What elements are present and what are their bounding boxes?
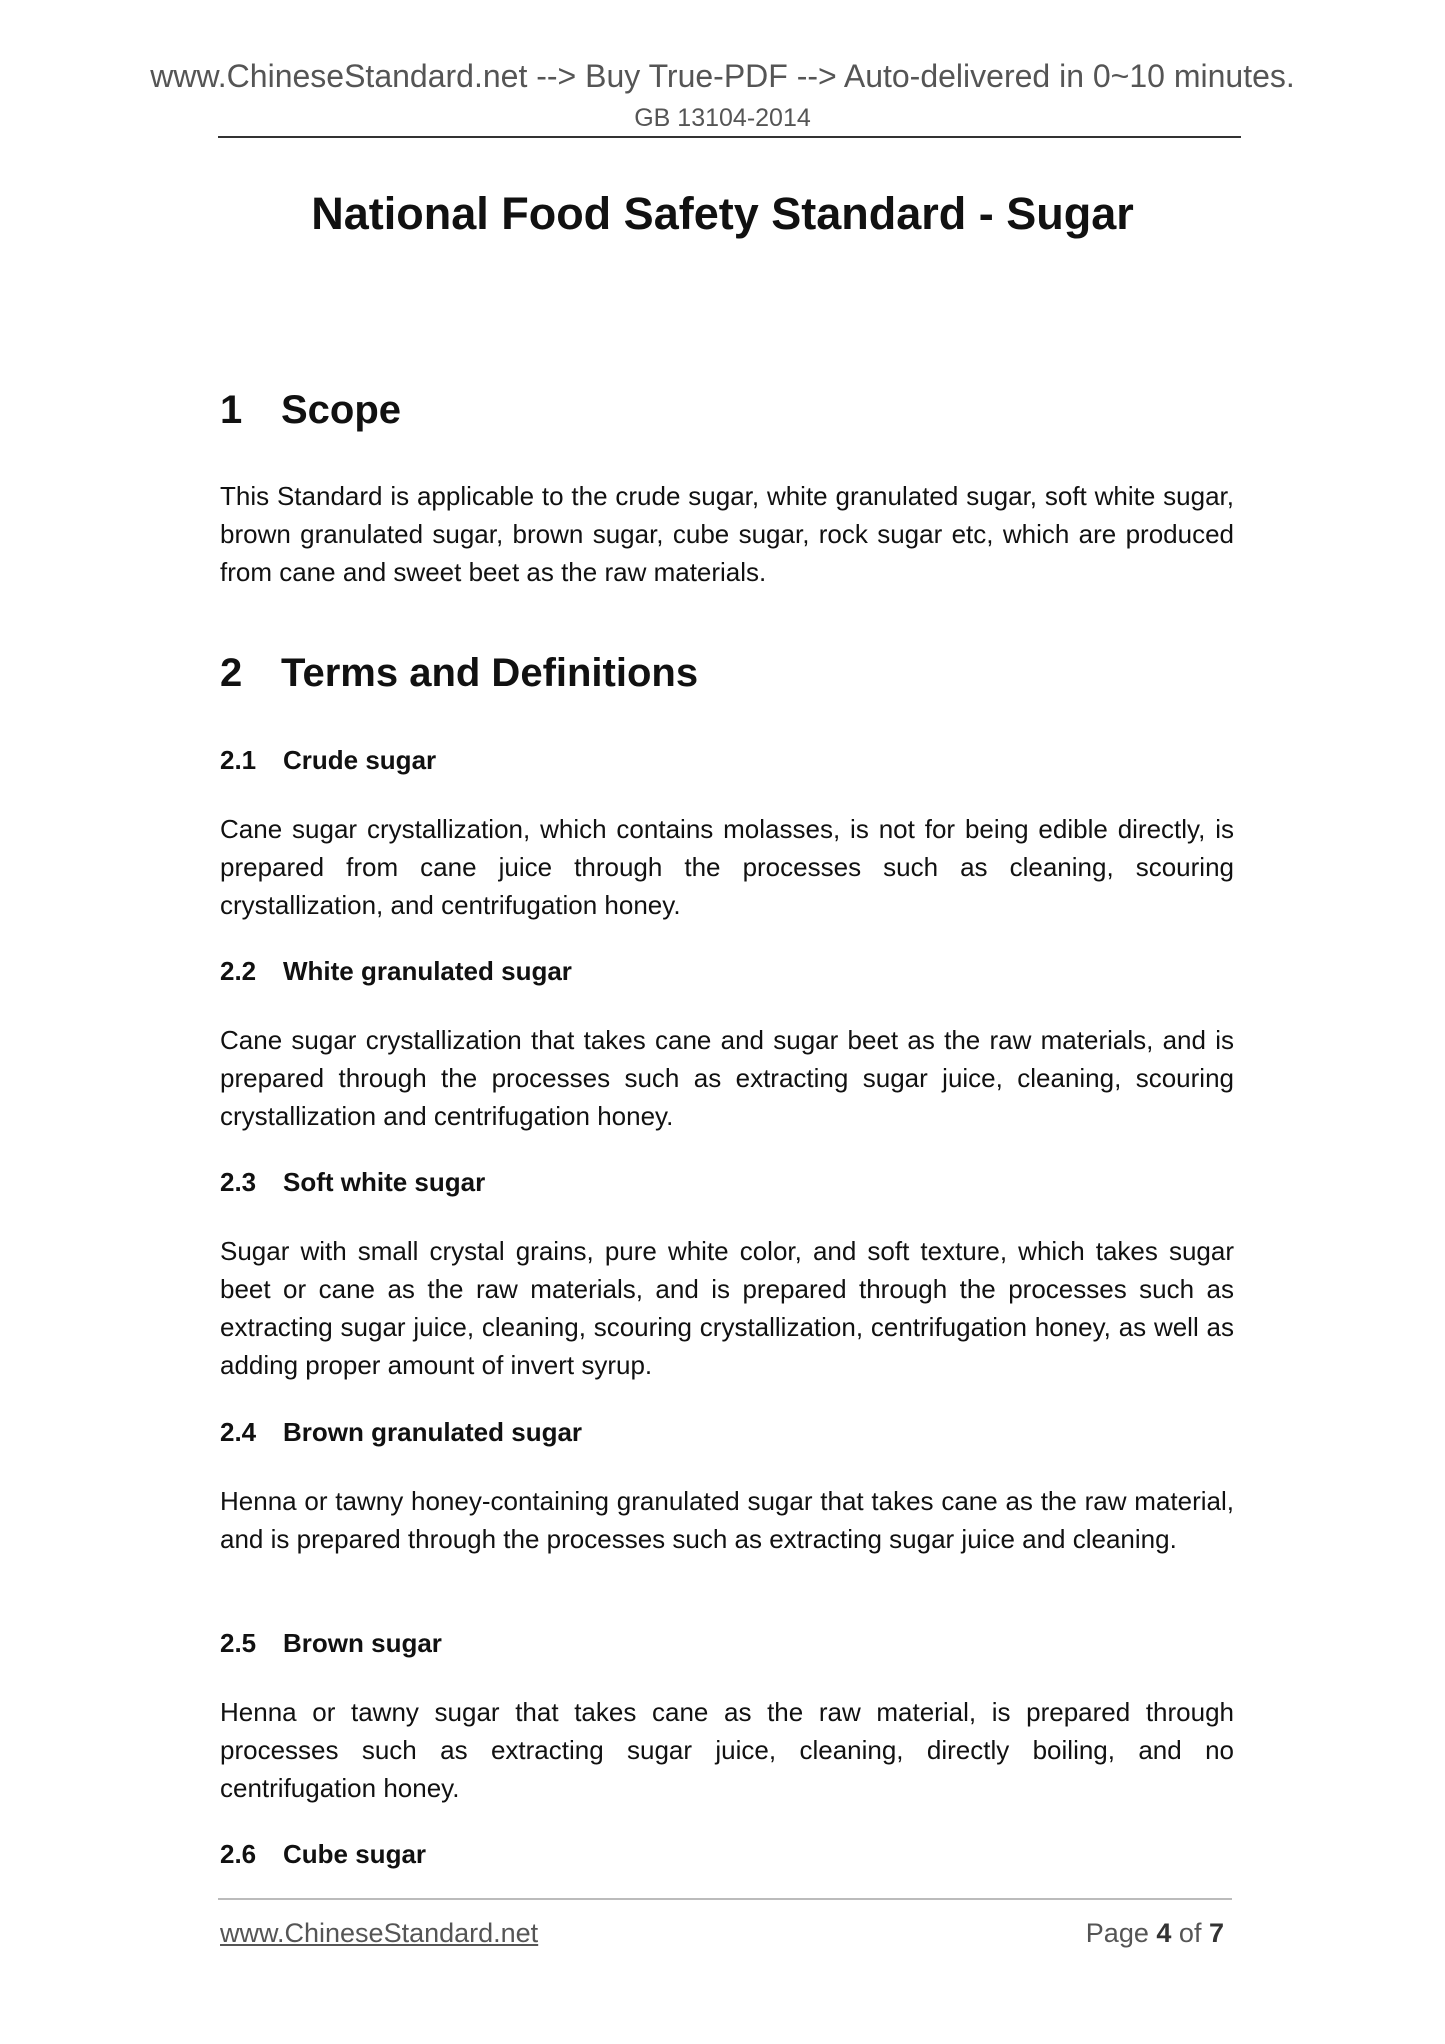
section-heading-scope [220, 385, 401, 435]
subsection-title: Soft white sugar [283, 1167, 486, 1197]
section-number: 2 [220, 651, 243, 695]
subsection-heading-soft-white-sugar [220, 1166, 485, 1198]
subsection-heading-crude-sugar [220, 744, 436, 776]
section-title: Terms and Definitions [281, 651, 699, 695]
page-title: National Food Safety Standard - Sugar [311, 188, 1134, 239]
subsection-heading-white-granulated-sugar [220, 955, 572, 987]
section-paragraph-scope: This Standard is applicable to the crude sugar, white granulated sugar, soft white sugar, brown granulated sugar, brown sugar, cube sugar, rock sugar etc, which are produced from cane and sweet beet as the raw materials. [220, 481, 1234, 587]
section-title: Scope [281, 388, 402, 432]
definition-soft-white-sugar: Sugar with small crystal grains, pure white color, and soft texture, which takes sugar beet or cane as the raw materials, and is prepared through the processes such as extracting sugar juice, cleaning, scouring crystallization, centrifugation honey, as well as adding proper amount of invert syrup. [220, 1236, 1234, 1380]
subsection-title: Brown granulated sugar [283, 1417, 583, 1447]
subsection-number: 2.1 [220, 745, 257, 775]
subsection-number: 2.4 [220, 1417, 257, 1447]
page-label: Page [1085, 1918, 1149, 1948]
current-page-number: 4 [1156, 1918, 1172, 1948]
definition-brown-sugar: Henna or tawny sugar that takes cane as the raw material, is prepared through processes such as extracting sugar juice, cleaning, directly boiling, and no centrifugation honey. [220, 1697, 1234, 1803]
subsection-heading-brown-granulated-sugar [220, 1416, 582, 1448]
standard-code: GB 13104-2014 [634, 104, 811, 132]
subsection-title: Crude sugar [283, 745, 437, 775]
subsection-number: 2.5 [220, 1628, 257, 1658]
subsection-title: White granulated sugar [283, 956, 572, 986]
footer-divider [218, 1898, 1232, 1900]
subsection-number: 2.3 [220, 1167, 257, 1197]
page-of-label: of [1178, 1918, 1202, 1948]
subsection-title: Brown sugar [283, 1628, 442, 1658]
definition-brown-granulated-sugar: Henna or tawny honey-containing granulated sugar that takes cane as the raw material, and is prepared through the processes such as extracting sugar juice and cleaning. [220, 1486, 1234, 1554]
subsection-heading-cube-sugar [220, 1838, 426, 1870]
subsection-title: Cube sugar [283, 1839, 427, 1869]
section-number: 1 [220, 388, 243, 432]
subsection-heading-brown-sugar [220, 1627, 442, 1659]
definition-crude-sugar: Cane sugar crystallization, which contains molasses, is not for being edible directly, is prepared from cane juice through the processes such as cleaning, scouring crystallization, and centrifugation honey. [220, 814, 1234, 920]
header-banner: www.ChineseStandard.net --> Buy True-PDF --> Auto-delivered in 0~10 minutes. [150, 58, 1295, 94]
footer-website-link[interactable]: www.ChineseStandard.net [220, 1918, 539, 1948]
definition-white-granulated-sugar: Cane sugar crystallization that takes cane and sugar beet as the raw materials, and is prepared through the processes such as extracting sugar juice, cleaning, scouring crystallization and centrifugation honey. [220, 1025, 1234, 1131]
subsection-number: 2.2 [220, 956, 257, 986]
total-pages-number: 7 [1208, 1918, 1224, 1948]
subsection-number: 2.6 [220, 1839, 257, 1869]
header-divider [218, 136, 1241, 138]
section-heading-terms [220, 648, 698, 698]
page-indicator [1086, 1916, 1224, 1950]
